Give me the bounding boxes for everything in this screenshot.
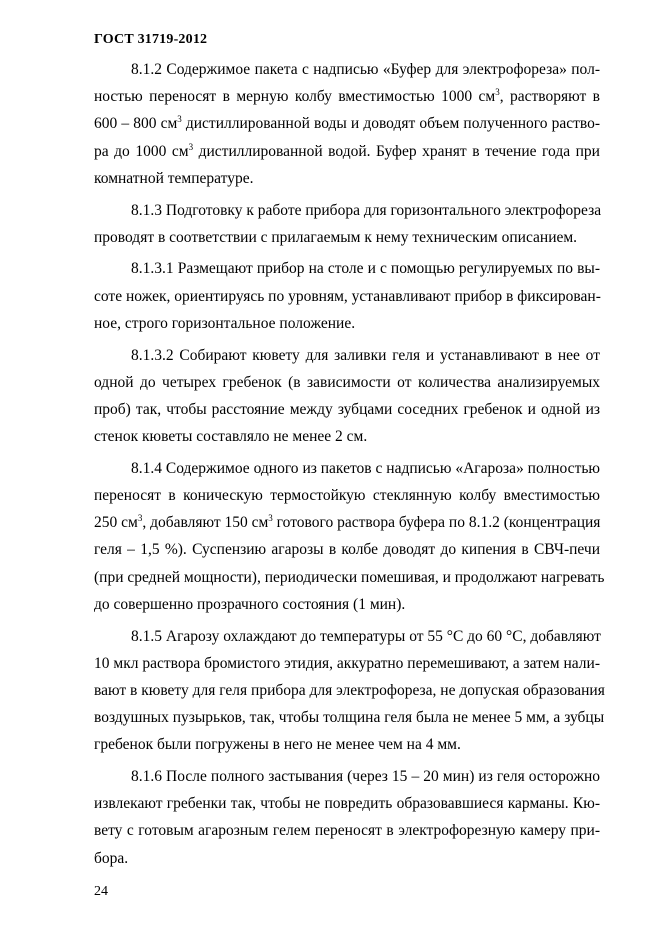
text-segment: , растворяют в bbox=[499, 88, 601, 106]
text-line bbox=[94, 790, 600, 817]
text-line bbox=[94, 83, 600, 110]
superscript: 3 bbox=[268, 513, 273, 524]
text-segment: (при средней мощности), периодически помешивая, и продолжают нагревать bbox=[94, 568, 605, 586]
text-segment: проводят в соответствии с прилагаемым к нему техническим описанием. bbox=[94, 228, 578, 246]
text-line bbox=[94, 591, 600, 618]
paragraph-p812 bbox=[94, 56, 600, 192]
text-segment: проб) так, чтобы расстояние между зубцами соседних гребенок и одной из bbox=[94, 400, 600, 418]
text-segment: готового раствора буфера по 8.1.2 (концентрация bbox=[272, 514, 601, 532]
text-line bbox=[94, 623, 600, 650]
text-segment: до совершенно прозрачного состояния (1 мин). bbox=[94, 595, 406, 613]
paragraph-p813 bbox=[94, 197, 600, 251]
paragraph-p815 bbox=[94, 623, 605, 759]
text-line bbox=[94, 110, 600, 137]
superscript: 3 bbox=[177, 114, 182, 125]
text-segment: комнатной температуре. bbox=[94, 169, 254, 187]
paragraph-p814 bbox=[94, 455, 605, 618]
text-segment: ра до 1000 см bbox=[94, 142, 189, 160]
text-segment: 8.1.3.1 Размещают прибор на столе и с помощью регулируемых по вы- bbox=[131, 260, 600, 278]
text-line bbox=[94, 255, 600, 282]
text-line bbox=[94, 704, 605, 731]
text-line bbox=[94, 165, 600, 192]
text-segment: 8.1.6 После полного застывания (через 15 – 20 мин) из геля осторожно bbox=[131, 768, 600, 786]
text-line bbox=[94, 283, 600, 310]
text-segment: , добавляют 150 см bbox=[142, 514, 269, 532]
paragraph-p816 bbox=[94, 763, 600, 872]
text-line bbox=[94, 650, 600, 677]
text-line bbox=[94, 224, 600, 251]
text-segment: извлекают гребенки так, чтобы не повредить образовавшиеся карманы. Кю- bbox=[94, 795, 600, 813]
text-segment: переносят в коническую термостойкую стеклянную колбу вместимостью bbox=[94, 487, 600, 505]
text-segment: 8.1.5 Агарозу охлаждают до температуры от 55 °С до 60 °С, добавляют bbox=[131, 627, 601, 645]
text-line bbox=[94, 482, 600, 509]
text-line bbox=[94, 536, 600, 563]
text-line bbox=[94, 138, 600, 165]
text-line bbox=[94, 56, 600, 83]
paragraph-p8132 bbox=[94, 342, 600, 451]
text-segment: бора. bbox=[94, 849, 129, 867]
text-segment: 250 см bbox=[94, 514, 138, 532]
text-line bbox=[94, 731, 600, 758]
text-segment: 8.1.3 Подготовку к работе прибора для горизонтального электрофореза bbox=[131, 201, 602, 219]
text-line bbox=[94, 564, 605, 591]
text-segment: 600 – 800 см bbox=[94, 115, 178, 133]
text-line bbox=[94, 342, 600, 369]
text-segment: ностью переносят в мерную колбу вместимостью 1000 см bbox=[94, 88, 496, 106]
text-segment: вают в кювету для геля прибора для электрофореза, не допуская образования bbox=[94, 681, 605, 699]
text-segment: воздушных пузырьков, так, чтобы толщина геля была не менее 5 мм, а зубцы bbox=[94, 709, 605, 727]
superscript: 3 bbox=[188, 141, 194, 152]
text-segment: соте ножек, ориентируясь по уровням, устанавливают прибор в фиксирован- bbox=[94, 287, 601, 305]
document-body bbox=[94, 56, 605, 876]
text-line bbox=[94, 845, 600, 872]
superscript: 3 bbox=[495, 87, 500, 98]
text-line bbox=[94, 817, 600, 844]
text-line bbox=[94, 423, 600, 450]
paragraph-p8131 bbox=[94, 255, 600, 337]
text-line bbox=[94, 455, 600, 482]
text-line bbox=[94, 763, 600, 790]
text-segment: 10 мкл раствора бромистого этидия, аккуратно перемешивают, а затем нали- bbox=[94, 654, 600, 672]
text-segment: дистиллированной водой. Буфер хранят в течение года при bbox=[193, 142, 600, 160]
text-segment: геля – 1,5 %). Суспензию агарозы в колбе доводят до кипения в СВЧ-печи bbox=[94, 541, 600, 559]
text-segment: 8.1.3.2 Собирают кювету для заливки геля и устанавливают в нее от bbox=[131, 346, 600, 364]
text-line bbox=[94, 369, 600, 396]
superscript: 3 bbox=[137, 513, 143, 524]
text-line bbox=[94, 396, 600, 423]
text-segment: дистиллированной воды и доводят объем полученного раство- bbox=[181, 115, 600, 133]
page-number: 24 bbox=[94, 884, 108, 899]
text-segment: 8.1.2 Содержимое пакета с надписью «Буфер для электрофореза» пол- bbox=[131, 61, 600, 78]
text-line bbox=[94, 677, 605, 704]
text-segment: ное, строго горизонтальное положение. bbox=[94, 314, 356, 332]
text-segment: вету с готовым агарозным гелем переносят в электрофорезную камеру при- bbox=[94, 822, 600, 840]
text-segment: стенок кюветы составляло не менее 2 см. bbox=[94, 428, 368, 446]
text-line bbox=[94, 310, 600, 337]
text-line bbox=[94, 197, 600, 224]
text-line bbox=[94, 509, 600, 536]
text-segment: одной до четырех гребенок (в зависимости от количества анализируемых bbox=[94, 373, 600, 391]
standard-header: ГОСТ 31719-2012 bbox=[94, 32, 208, 47]
text-segment: гребенок были погружены в него не менее чем на 4 мм. bbox=[94, 736, 461, 754]
text-segment: 8.1.4 Содержимое одного из пакетов с надписью «Агароза» полностью bbox=[131, 459, 600, 477]
